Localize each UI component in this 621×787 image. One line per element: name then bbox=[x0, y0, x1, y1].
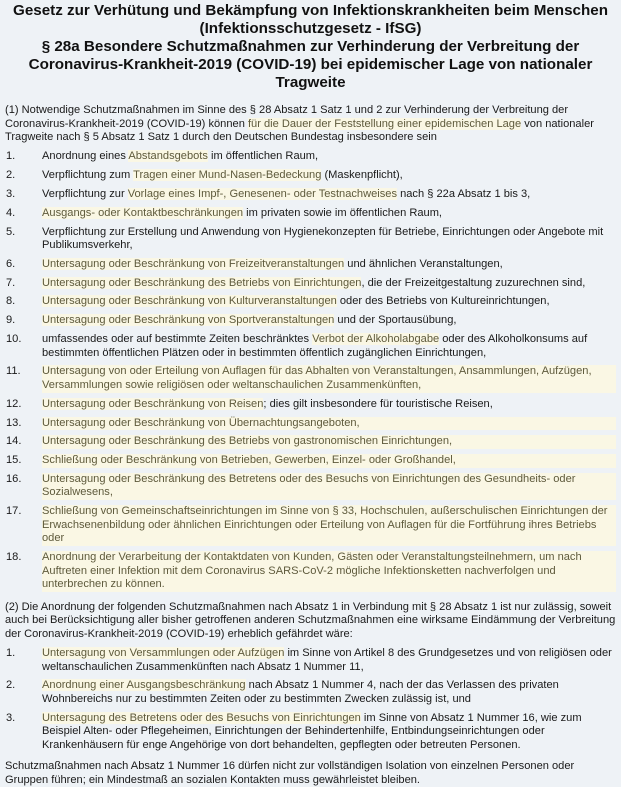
list-item bbox=[5, 644, 616, 676]
item-number: 5. bbox=[6, 225, 16, 238]
measures-list bbox=[5, 148, 616, 595]
item-number: 3. bbox=[6, 187, 16, 200]
text-segment: (Maskenpflicht), bbox=[321, 169, 403, 182]
highlighted-text: Untersagung oder Beschränkung von Freizeitveranstaltungen bbox=[42, 257, 345, 270]
text-segment: oder des Alkoholkonsums auf bestimmten öffentlichen Plätzen oder in bestimmten öffentlich zugänglichen Einrichtungen, bbox=[42, 333, 588, 359]
item-text bbox=[42, 226, 616, 253]
text-segment: und ähnlichen Veranstaltungen, bbox=[344, 257, 503, 270]
item-number: 1. bbox=[6, 150, 16, 163]
text-segment: Anordnung eines bbox=[42, 150, 129, 163]
item-text bbox=[42, 473, 616, 500]
title-line: § 28a Besondere Schutzmaßnahmen zur Verhinderung der Verbreitung der bbox=[41, 38, 580, 55]
list-item bbox=[5, 185, 616, 204]
text-segment: nach Absatz 1 Nummer 4, nach der das Verlassen des privaten Wohnbereichs nur zu bestimmten Zeiten oder zu bestimmten Zwecken zulässig ist, und bbox=[42, 679, 559, 705]
text-segment: Verpflichtung zum bbox=[42, 169, 134, 182]
text-segment: im Sinne von Artikel 8 des Grundgesetzes und von religiösen oder weltanschaulichen Zusammenkünften nach Absatz 1 Nummer 11, bbox=[42, 646, 612, 673]
list-item bbox=[5, 167, 616, 186]
highlighted-text: Vorlage eines Impf-, Genesenen- oder Testnachweises bbox=[127, 187, 398, 200]
item-number: 11. bbox=[6, 365, 21, 378]
list-item bbox=[5, 293, 616, 312]
document-title bbox=[5, 2, 616, 92]
highlighted-text: Untersagung oder Beschränkung von Reisen bbox=[42, 397, 264, 410]
item-number: 2. bbox=[6, 169, 16, 182]
list-item bbox=[5, 204, 616, 223]
item-number: 18. bbox=[6, 551, 22, 564]
highlighted-text: Untersagung oder Beschränkung des Betriebs von Einrichtungen bbox=[42, 276, 362, 289]
item-text bbox=[42, 295, 616, 309]
item-text bbox=[42, 679, 616, 706]
list-item bbox=[5, 452, 616, 471]
highlighted-text: Anordnung der Verarbeitung der Kontaktdaten von Kunden, Gästen oder Veranstaltungsteilnehmern, um nach Auftreten einer Infektion mit dem Coronavirus SARS-CoV-2 mögliche Infektionsketten nachverfolgen und unterbrechen zu können. bbox=[42, 551, 582, 591]
highlighted-text: Untersagung oder Beschränkung von Kulturveranstaltungen bbox=[42, 295, 337, 308]
list-item bbox=[5, 677, 616, 709]
paragraph-3 bbox=[5, 760, 616, 787]
item-text bbox=[42, 333, 616, 360]
list-item bbox=[5, 223, 616, 255]
list-item bbox=[5, 433, 616, 452]
item-text bbox=[42, 207, 616, 221]
list-item bbox=[5, 709, 616, 755]
item-text bbox=[42, 188, 616, 202]
item-text bbox=[42, 505, 616, 546]
highlighted-text: Untersagung des Betretens oder des Besuchs von Einrichtungen bbox=[42, 711, 361, 724]
highlighted-text: Ausgangs- oder Kontaktbeschränkungen bbox=[42, 206, 244, 219]
item-text bbox=[42, 277, 616, 291]
title-line: Gesetz zur Verhütung und Bekämpfung von Infektionskrankheiten beim Menschen bbox=[13, 2, 608, 19]
item-text bbox=[42, 258, 616, 272]
list-item bbox=[5, 470, 616, 502]
item-text bbox=[42, 712, 616, 753]
list-item bbox=[5, 414, 616, 433]
item-number: 12. bbox=[6, 397, 22, 410]
item-number: 1. bbox=[6, 646, 16, 659]
highlighted-text: Untersagung oder Beschränkung von Sportveranstaltungen bbox=[42, 314, 335, 327]
title-line: Coronavirus-Krankheit-2019 (COVID-19) bei epidemischer Lage von nationaler bbox=[28, 56, 593, 73]
highlighted-text: Untersagung von oder Erteilung von Auflagen für das Abhalten von Veranstaltungen, Ansammlungen, Aufzügen, Versammlungen sowie religiösen oder weltanschaulichen Zusammenkünften, bbox=[42, 365, 592, 391]
item-text bbox=[42, 314, 616, 328]
text-segment: Verpflichtung zur bbox=[42, 187, 128, 200]
item-number: 2. bbox=[6, 679, 16, 692]
highlighted-text: Untersagung oder Beschränkung des Betretens oder des Besuchs von Einrichtungen des Gesundheits- oder Sozialwesens, bbox=[42, 472, 576, 499]
item-number: 3. bbox=[6, 711, 16, 724]
item-text bbox=[42, 150, 616, 164]
text-segment: im Sinne von Absatz 1 Nummer 16, wie zum Beispiel Alten- oder Pflegeheimen, Einrichtungen der Behindertenhilfe, Entbindungseinrichtungen oder Krankenhäusern für enge Angehörige von dort behandelten, gepflegten oder betreuten Personen. bbox=[42, 711, 582, 751]
item-number: 14. bbox=[6, 435, 22, 448]
item-number: 8. bbox=[6, 295, 16, 308]
text-segment: Verpflichtung zur Erstellung und Anwendung von Hygienekonzepten für Betriebe, Einrichtungen oder Angebote mit Publikumsverkehr, bbox=[42, 225, 604, 252]
item-text bbox=[42, 435, 616, 449]
item-text bbox=[42, 454, 616, 468]
item-number: 13. bbox=[6, 416, 22, 429]
item-text bbox=[42, 365, 616, 392]
highlighted-text: Tragen einer Mund-Nasen-Bedeckung bbox=[133, 169, 322, 182]
highlighted-text: Untersagung oder Beschränkung von Übernachtungsangeboten, bbox=[42, 416, 360, 429]
list-item bbox=[5, 549, 616, 595]
highlighted-text: Anordnung einer Ausgangsbeschränkung bbox=[42, 679, 246, 692]
item-number: 7. bbox=[6, 276, 16, 289]
text-segment: oder des Betriebs von Kultureinrichtungen, bbox=[336, 295, 550, 308]
text-segment: im öffentlichen Raum, bbox=[207, 150, 319, 163]
text-segment: und der Sportausübung, bbox=[334, 314, 457, 327]
title-line: (Infektionsschutzgesetz - IfSG) bbox=[199, 20, 422, 37]
list-item bbox=[5, 363, 616, 395]
list-item bbox=[5, 395, 616, 414]
paragraph-1 bbox=[5, 104, 616, 145]
item-text bbox=[42, 417, 616, 431]
text-segment: (2) Die Anordnung der folgenden Schutzmaßnahmen nach Absatz 1 in Verbindung mit § 28 Absatz 1 ist nur zulässig, soweit auch bei Berücksichtigung aller bisher getroffenen anderen Schutzmaßnahmen eine wirksame Eindämmung der Verbreitung der Coronavirus-Krankheit-2019 (COVID-19) erheblich gefährdet wäre: bbox=[5, 600, 616, 640]
text-segment: im privaten sowie im öffentlichen Raum, bbox=[243, 206, 443, 219]
highlighted-text: Verbot der Alkoholabgabe bbox=[312, 333, 440, 345]
item-number: 6. bbox=[6, 257, 16, 270]
highlighted-text: Schließung oder Beschränkung von Betrieben, Gewerben, Einzel- oder Großhandel, bbox=[42, 454, 456, 467]
item-number: 9. bbox=[6, 314, 16, 327]
item-text bbox=[42, 398, 616, 412]
list-item bbox=[5, 148, 616, 167]
list-item bbox=[5, 274, 616, 293]
text-segment: Schutzmaßnahmen nach Absatz 1 Nummer 16 dürfen nicht zur vollständigen Isolation von einzelnen Personen oder Gruppen führen; ein Mindestmaß an sozialen Kontakten muss gewährleistet bleiben. bbox=[5, 760, 575, 786]
item-number: 4. bbox=[6, 206, 16, 219]
text-segment: , die der Freizeitgestaltung zuzurechnen sind, bbox=[361, 276, 586, 289]
title-line: Tragweite bbox=[275, 74, 346, 91]
item-number: 17. bbox=[6, 505, 22, 518]
item-text bbox=[42, 647, 616, 674]
list-item bbox=[5, 312, 616, 331]
text-segment: (1) Notwendige Schutzmaßnahmen im Sinne des § 28 Absatz 1 Satz 1 und 2 zur Verhinderung der Verbreitung der Coronavirus-Krankheit-2019 (COVID-19) können bbox=[5, 104, 569, 130]
text-segment: ; dies gilt insbesondere für touristische Reisen, bbox=[263, 397, 493, 410]
list-item bbox=[5, 330, 616, 362]
text-segment: nach § 22a Absatz 1 bis 3, bbox=[397, 187, 531, 200]
highlighted-text: Schließung von Gemeinschaftseinrichtungen im Sinne von § 33, Hochschulen, außerschulischen Einrichtungen der Erwachsenenbildung oder ähnlichen Einrichtungen oder Erteilung von Auflagen für die Fortführung ihres Betriebs oder bbox=[42, 505, 608, 545]
restricted-measures-list bbox=[5, 644, 616, 755]
highlighted-text: Untersagung von Versammlungen oder Aufzügen bbox=[42, 646, 285, 659]
item-number: 10. bbox=[6, 333, 22, 345]
text-segment: umfassendes oder auf bestimmte Zeiten beschränktes bbox=[42, 333, 313, 345]
item-number: 15. bbox=[6, 454, 22, 467]
list-item bbox=[5, 255, 616, 274]
text-segment: von nationaler Tragweite nach § 5 Absatz 1 Satz 1 durch den Deutschen Bundestag insbesondere sein bbox=[5, 117, 594, 144]
highlighted-text: Untersagung oder Beschränkung des Betriebs von gastronomischen Einrichtungen, bbox=[42, 435, 453, 448]
item-text bbox=[42, 551, 616, 592]
item-number: 16. bbox=[6, 472, 22, 485]
highlighted-text: für die Dauer der Feststellung einer epidemischen Lage bbox=[247, 117, 522, 130]
item-text bbox=[42, 169, 616, 183]
highlighted-text: Abstandsgebots bbox=[128, 150, 208, 163]
paragraph-2 bbox=[5, 601, 616, 642]
list-item bbox=[5, 503, 616, 549]
